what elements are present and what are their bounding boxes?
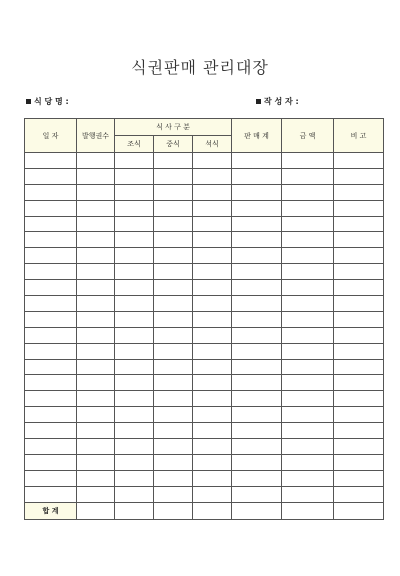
- restaurant-name-label: 식 당 명 :: [34, 97, 69, 106]
- table-cell[interactable]: [115, 359, 154, 375]
- table-cell[interactable]: [232, 391, 282, 407]
- total-cell[interactable]: [334, 502, 384, 519]
- table-cell[interactable]: [232, 168, 282, 184]
- table-cell[interactable]: [154, 439, 193, 455]
- table-cell[interactable]: [77, 311, 115, 327]
- square-bullet-icon: [26, 99, 31, 104]
- table-cell[interactable]: [282, 200, 334, 216]
- total-cell[interactable]: [193, 502, 232, 519]
- table-cell[interactable]: [25, 391, 77, 407]
- table-cell[interactable]: [25, 407, 77, 423]
- table-cell[interactable]: [77, 296, 115, 312]
- table-cell[interactable]: [193, 168, 232, 184]
- table-cell[interactable]: [154, 264, 193, 280]
- table-cell[interactable]: [193, 439, 232, 455]
- table-cell[interactable]: [232, 470, 282, 486]
- table-cell[interactable]: [25, 375, 77, 391]
- table-cell[interactable]: [25, 327, 77, 343]
- table-cell[interactable]: [25, 454, 77, 470]
- table-cell[interactable]: [232, 296, 282, 312]
- table-cell[interactable]: [334, 264, 384, 280]
- table-cell[interactable]: [25, 264, 77, 280]
- table-cell[interactable]: [334, 296, 384, 312]
- table-cell[interactable]: [232, 200, 282, 216]
- table-cell[interactable]: [334, 343, 384, 359]
- table-cell[interactable]: [193, 375, 232, 391]
- table-cell[interactable]: [334, 311, 384, 327]
- table-cell[interactable]: [334, 391, 384, 407]
- table-cell[interactable]: [154, 407, 193, 423]
- table-cell[interactable]: [334, 280, 384, 296]
- table-row: [25, 391, 384, 407]
- table-cell[interactable]: [232, 375, 282, 391]
- table-cell[interactable]: [334, 200, 384, 216]
- author-label: 작 성 자 :: [264, 97, 299, 106]
- table-cell[interactable]: [77, 264, 115, 280]
- table-cell[interactable]: [193, 391, 232, 407]
- table-cell[interactable]: [115, 391, 154, 407]
- table-cell[interactable]: [77, 486, 115, 502]
- table-cell[interactable]: [282, 248, 334, 264]
- table-cell[interactable]: [282, 439, 334, 455]
- table-row: [25, 407, 384, 423]
- table-cell[interactable]: [25, 439, 77, 455]
- table-cell[interactable]: [334, 327, 384, 343]
- table-cell[interactable]: [334, 407, 384, 423]
- header-amount: 금 액: [282, 119, 334, 153]
- table-cell[interactable]: [115, 423, 154, 439]
- table-cell[interactable]: [282, 359, 334, 375]
- table-cell[interactable]: [193, 153, 232, 169]
- total-cell[interactable]: [77, 502, 115, 519]
- table-cell[interactable]: [232, 153, 282, 169]
- header-lunch: 중식: [154, 136, 193, 153]
- table-row: [25, 327, 384, 343]
- table-cell[interactable]: [25, 423, 77, 439]
- table-row: [25, 375, 384, 391]
- table-cell[interactable]: [232, 454, 282, 470]
- table-cell[interactable]: [334, 454, 384, 470]
- table-cell[interactable]: [282, 216, 334, 232]
- table-cell[interactable]: [232, 423, 282, 439]
- table-cell[interactable]: [77, 359, 115, 375]
- table-cell[interactable]: [77, 200, 115, 216]
- table-row: [25, 168, 384, 184]
- table-cell[interactable]: [115, 264, 154, 280]
- table-row: [25, 439, 384, 455]
- table-cell[interactable]: [154, 168, 193, 184]
- table-cell[interactable]: [232, 486, 282, 502]
- ledger-table: [24, 118, 384, 520]
- table-cell[interactable]: [25, 486, 77, 502]
- table-cell[interactable]: [115, 184, 154, 200]
- table-cell[interactable]: [193, 454, 232, 470]
- table-cell[interactable]: [193, 200, 232, 216]
- table-cell[interactable]: [154, 200, 193, 216]
- table-cell[interactable]: [334, 153, 384, 169]
- table-cell[interactable]: [193, 216, 232, 232]
- table-cell[interactable]: [282, 232, 334, 248]
- table-cell[interactable]: [154, 375, 193, 391]
- table-cell[interactable]: [232, 407, 282, 423]
- table-cell[interactable]: [154, 311, 193, 327]
- table-cell[interactable]: [154, 359, 193, 375]
- table-cell[interactable]: [115, 470, 154, 486]
- table-cell[interactable]: [282, 184, 334, 200]
- table-cell[interactable]: [77, 454, 115, 470]
- table-cell[interactable]: [25, 232, 77, 248]
- table-cell[interactable]: [115, 486, 154, 502]
- table-cell[interactable]: [115, 407, 154, 423]
- table-cell[interactable]: [282, 280, 334, 296]
- table-cell[interactable]: [25, 168, 77, 184]
- table-cell[interactable]: [282, 391, 334, 407]
- table-cell[interactable]: [25, 200, 77, 216]
- table-cell[interactable]: [77, 470, 115, 486]
- table-cell[interactable]: [193, 232, 232, 248]
- table-row: [25, 232, 384, 248]
- table-row: [25, 470, 384, 486]
- table-cell[interactable]: [25, 343, 77, 359]
- table-cell[interactable]: [77, 391, 115, 407]
- table-cell[interactable]: [193, 359, 232, 375]
- table-cell[interactable]: [193, 184, 232, 200]
- table-cell[interactable]: [115, 454, 154, 470]
- table-cell[interactable]: [232, 216, 282, 232]
- table-cell[interactable]: [282, 168, 334, 184]
- table-row: [25, 343, 384, 359]
- table-cell[interactable]: [193, 423, 232, 439]
- total-label: 합 계: [25, 502, 77, 519]
- table-row: [25, 153, 384, 169]
- table-cell[interactable]: [115, 216, 154, 232]
- table-cell[interactable]: [282, 454, 334, 470]
- table-cell[interactable]: [334, 439, 384, 455]
- table-row: [25, 359, 384, 375]
- table-cell[interactable]: [77, 280, 115, 296]
- table-cell[interactable]: [25, 311, 77, 327]
- table-cell[interactable]: [193, 311, 232, 327]
- restaurant-name-field: [26, 96, 69, 107]
- table-row: [25, 296, 384, 312]
- total-cell[interactable]: [115, 502, 154, 519]
- table-cell[interactable]: [77, 232, 115, 248]
- table-cell[interactable]: [77, 375, 115, 391]
- table-cell[interactable]: [154, 327, 193, 343]
- table-cell[interactable]: [334, 359, 384, 375]
- table-cell[interactable]: [77, 216, 115, 232]
- table-cell[interactable]: [25, 280, 77, 296]
- table-cell[interactable]: [77, 423, 115, 439]
- table-cell[interactable]: [334, 375, 384, 391]
- table-cell[interactable]: [282, 327, 334, 343]
- table-cell[interactable]: [115, 280, 154, 296]
- table-cell[interactable]: [282, 486, 334, 502]
- table-cell[interactable]: [154, 280, 193, 296]
- table-cell[interactable]: [25, 153, 77, 169]
- table-cell[interactable]: [25, 184, 77, 200]
- table-row: [25, 264, 384, 280]
- table-cell[interactable]: [25, 359, 77, 375]
- table-cell[interactable]: [334, 232, 384, 248]
- table-cell[interactable]: [25, 248, 77, 264]
- table-cell[interactable]: [282, 470, 334, 486]
- header-issued: 발행권수: [77, 119, 115, 153]
- table-cell[interactable]: [154, 153, 193, 169]
- table-cell[interactable]: [282, 375, 334, 391]
- table-cell[interactable]: [193, 248, 232, 264]
- table-cell[interactable]: [232, 439, 282, 455]
- table-cell[interactable]: [334, 216, 384, 232]
- table-cell[interactable]: [232, 184, 282, 200]
- table-cell[interactable]: [115, 153, 154, 169]
- table-cell[interactable]: [282, 423, 334, 439]
- table-cell[interactable]: [232, 264, 282, 280]
- table-cell[interactable]: [154, 296, 193, 312]
- table-row: [25, 280, 384, 296]
- ledger-body: [25, 153, 384, 503]
- table-row: [25, 311, 384, 327]
- table-row: [25, 184, 384, 200]
- total-cell[interactable]: [232, 502, 282, 519]
- table-cell[interactable]: [193, 296, 232, 312]
- table-cell[interactable]: [25, 470, 77, 486]
- header-sales-total: 판 매 계: [232, 119, 282, 153]
- table-cell[interactable]: [25, 296, 77, 312]
- header-breakfast: 조식: [115, 136, 154, 153]
- table-cell[interactable]: [115, 327, 154, 343]
- table-cell[interactable]: [154, 454, 193, 470]
- table-cell[interactable]: [115, 311, 154, 327]
- table-row: [25, 248, 384, 264]
- table-cell[interactable]: [154, 423, 193, 439]
- table-cell[interactable]: [77, 407, 115, 423]
- table-cell[interactable]: [232, 359, 282, 375]
- total-row: [25, 502, 384, 519]
- table-row: [25, 486, 384, 502]
- table-cell[interactable]: [154, 216, 193, 232]
- table-cell[interactable]: [154, 232, 193, 248]
- table-cell[interactable]: [282, 311, 334, 327]
- total-cell[interactable]: [282, 502, 334, 519]
- table-cell[interactable]: [334, 486, 384, 502]
- table-row: [25, 200, 384, 216]
- table-cell[interactable]: [232, 232, 282, 248]
- header-dinner: 석식: [193, 136, 232, 153]
- header-date: 일 자: [25, 119, 77, 153]
- table-cell[interactable]: [25, 216, 77, 232]
- table-cell[interactable]: [193, 264, 232, 280]
- table-cell[interactable]: [115, 375, 154, 391]
- table-cell[interactable]: [115, 168, 154, 184]
- table-cell[interactable]: [334, 470, 384, 486]
- table-cell[interactable]: [232, 327, 282, 343]
- table-row: [25, 423, 384, 439]
- table-cell[interactable]: [154, 391, 193, 407]
- table-cell[interactable]: [115, 343, 154, 359]
- table-cell[interactable]: [193, 327, 232, 343]
- table-cell[interactable]: [334, 423, 384, 439]
- table-cell[interactable]: [77, 248, 115, 264]
- author-field: [256, 96, 299, 107]
- table-cell[interactable]: [115, 248, 154, 264]
- table-cell[interactable]: [193, 486, 232, 502]
- table-cell[interactable]: [334, 248, 384, 264]
- table-cell[interactable]: [77, 153, 115, 169]
- table-cell[interactable]: [282, 407, 334, 423]
- table-cell[interactable]: [193, 280, 232, 296]
- total-cell[interactable]: [154, 502, 193, 519]
- table-cell[interactable]: [232, 311, 282, 327]
- table-cell[interactable]: [282, 296, 334, 312]
- table-cell[interactable]: [115, 200, 154, 216]
- table-cell[interactable]: [154, 248, 193, 264]
- table-cell[interactable]: [334, 168, 384, 184]
- table-cell[interactable]: [77, 168, 115, 184]
- table-cell[interactable]: [115, 296, 154, 312]
- table-row: [25, 216, 384, 232]
- table-cell[interactable]: [193, 407, 232, 423]
- table-cell[interactable]: [77, 343, 115, 359]
- table-cell[interactable]: [193, 343, 232, 359]
- table-cell[interactable]: [282, 153, 334, 169]
- table-cell[interactable]: [77, 439, 115, 455]
- table-cell[interactable]: [154, 343, 193, 359]
- table-cell[interactable]: [77, 327, 115, 343]
- table-cell[interactable]: [77, 184, 115, 200]
- table-cell[interactable]: [154, 470, 193, 486]
- table-cell[interactable]: [154, 184, 193, 200]
- table-row: [25, 454, 384, 470]
- table-cell[interactable]: [232, 280, 282, 296]
- table-cell[interactable]: [193, 470, 232, 486]
- page-title: 식권판매 관리대장: [131, 58, 269, 77]
- table-cell[interactable]: [154, 486, 193, 502]
- table-cell[interactable]: [334, 184, 384, 200]
- table-cell[interactable]: [115, 439, 154, 455]
- table-cell[interactable]: [282, 264, 334, 280]
- table-cell[interactable]: [232, 248, 282, 264]
- header-meal-group: 식 사 구 분: [115, 119, 232, 136]
- header-remarks: 비 고: [334, 119, 384, 153]
- table-cell[interactable]: [115, 232, 154, 248]
- table-cell[interactable]: [232, 343, 282, 359]
- square-bullet-icon: [256, 99, 261, 104]
- table-cell[interactable]: [282, 343, 334, 359]
